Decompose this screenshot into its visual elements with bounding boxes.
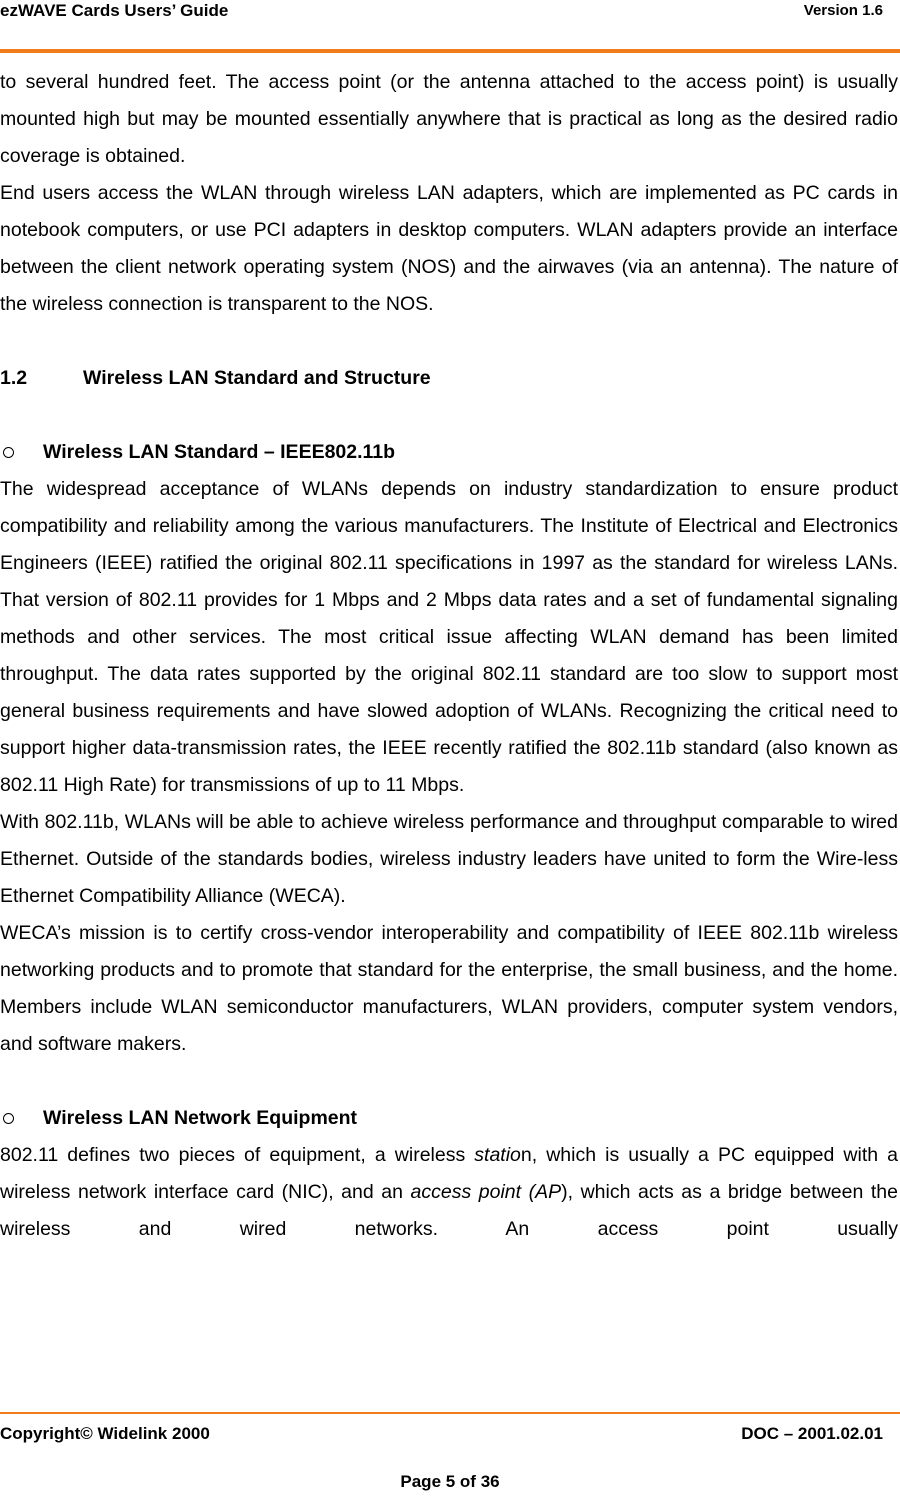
- page-header: [0, 0, 900, 56]
- page-body: [0, 64, 898, 1248]
- header-divider: [0, 49, 900, 53]
- paragraph: WECA’s mission is to certify cross-vendor interoperability and compatibility of IEEE 802.11b wireless networking products and to promote that standard for the enterprise, the small business, and the home. Members include WLAN semiconductor manufacturers, WLAN providers, computer system vendors, and software makers.: [0, 922, 898, 1055]
- spacer: [0, 397, 898, 434]
- italic-term: access point (AP: [410, 1181, 562, 1203]
- subsection-title: Wireless LAN Network Equipment: [43, 1107, 358, 1129]
- circle-bullet-icon: [3, 1113, 14, 1124]
- paragraph: End users access the WLAN through wireless LAN adapters, which are implemented as PC cards in notebook computers, or use PCI adapters in desktop computers. WLAN adapters provide an interface between the client network operating system (NOS) and the airwaves (via an antenna). The nature of the wireless connection is transparent to the NOS.: [0, 182, 898, 315]
- document-title: ezWAVE Cards Users’ Guide: [0, 1, 229, 20]
- paragraph: With 802.11b, WLANs will be able to achieve wireless performance and throughput comparable to wired Ethernet. Outside of the standards bodies, wireless industry leaders have united to form the Wire-less Ethernet Compatibility Alliance (WECA).: [0, 811, 898, 907]
- paragraph: The widespread acceptance of WLANs depends on industry standardization to ensure product compatibility and reliability among the various manufacturers. The Institute of Electrical and Electronics Engineers (IEEE) ratified the original 802.11 specifications in 1997 as the standard for wireless LANs. That version of 802.11 provides for 1 Mbps and 2 Mbps data rates and a set of fundamental signaling methods and other services. The most critical issue affecting WLAN demand has been limited throughput. The data rates supported by the original 802.11 standard are too slow to support most general business requirements and have slowed adoption of WLANs. Recognizing the critical need to support higher data-transmission rates, the IEEE recently ratified the 802.11b standard (also known as 802.11 High Rate) for transmissions of up to 11 Mbps.: [0, 478, 898, 796]
- circle-bullet-icon: [3, 447, 14, 458]
- section-heading: [0, 360, 898, 397]
- paragraph: to several hundred feet. The access point (or the antenna attached to the access point) is usually mounted high but may be mounted essentially anywhere that is practical as long as the desired radio coverage is obtained.: [0, 71, 898, 167]
- text-run: 802.11 defines two pieces of equipment, a wireless: [0, 1144, 475, 1166]
- italic-term: statio: [474, 1144, 521, 1166]
- document-version: Version 1.6: [803, 2, 883, 19]
- text-run: n, which is usually a PC equipped with a wireless network interface card (NIC), and an: [0, 1144, 898, 1203]
- subsection-heading: [0, 434, 898, 471]
- paragraph: [0, 1137, 898, 1248]
- text-run: ), which acts as a bridge between the wireless and wired networks. An access point usually: [0, 1181, 898, 1240]
- subsection-heading: [0, 1100, 898, 1137]
- page-number: Page 5 of 36: [400, 1472, 500, 1491]
- section-title: Wireless LAN Standard and Structure: [83, 367, 431, 389]
- spacer: [0, 323, 898, 360]
- section-number: 1.2: [0, 367, 28, 389]
- copyright: Copyright© Widelink 2000: [0, 1424, 210, 1443]
- subsection-title: Wireless LAN Standard – IEEE802.11b: [43, 441, 396, 463]
- footer-divider: [0, 1412, 900, 1414]
- document-code: DOC – 2001.02.01: [741, 1424, 883, 1443]
- spacer: [0, 1063, 898, 1100]
